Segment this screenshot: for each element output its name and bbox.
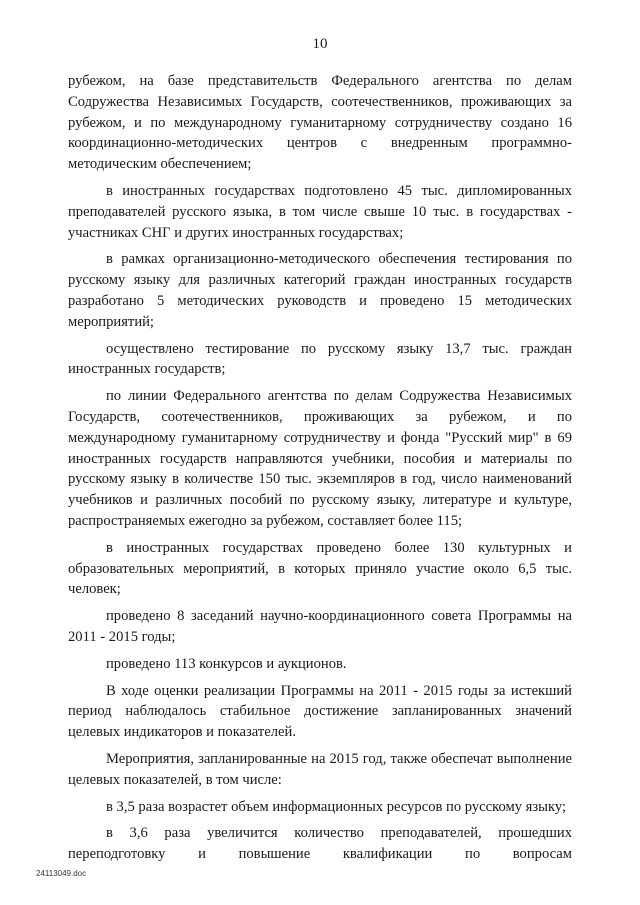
page-number: 10: [312, 36, 328, 52]
paragraph: Мероприятия, запланированные на 2015 год, также обеспечат выполнение целевых показателей, в том числе:: [68, 750, 572, 788]
paragraph: в иностранных государствах подготовлено 45 тыс. дипломированных преподавателей русского языка, в том числе свыше 10 тыс. в государствах - участниках СНГ и других иностранных государствах;: [68, 182, 572, 241]
paragraph: в иностранных государствах проведено более 130 культурных и образовательных мероприятий, в которых приняло участие около 6,5 тыс. человек;: [68, 539, 572, 598]
document-body: [68, 71, 572, 871]
paragraph: в 3,6 раза увеличится количество преподавателей, прошедших переподготовку и повышение квалификации по вопросам: [68, 825, 572, 863]
paragraph: проведено 8 заседаний научно-координационного совета Программы на 2011 - 2015 годы;: [68, 608, 572, 645]
paragraph: в 3,5 раза возрастет объем информационных ресурсов по русскому языку;: [106, 798, 567, 815]
paragraph: проведено 113 конкурсов и аукционов.: [106, 655, 347, 672]
document-file-code: 24113049.doc: [36, 869, 87, 878]
paragraph: В ходе оценки реализации Программы на 2011 - 2015 годы за истекший период наблюдалось стабильное достижение запланированных значений целевых индикаторов и показателей.: [68, 682, 572, 741]
paragraph: рубежом, на базе представительств Федерального агентства по делам Содружества Независимых Государств, соотечественников, проживающих за рубежом, и по международному гуманитарному сотрудничеству создано 16 координационно-методических центров с внедренным программно-методическим обеспечением;: [68, 73, 572, 173]
paragraph: осуществлено тестирование по русскому языку 13,7 тыс. граждан иностранных государств;: [68, 340, 572, 378]
paragraph: по линии Федерального агентства по делам Содружества Независимых Государств, соотечественников, проживающих за рубежом, и по международному гуманитарному сотрудничеству и фонда "Русский мир" в 69 иностранных государств направляются учебники, пособия и материалы по русскому языку в количестве 150 тыс. экземпляров в год, число наименований учебников и различных пособий по русскому языку, литературе и культуре, распространяемых ежегодно за рубежом, составляет более 115;: [68, 388, 572, 529]
paragraph: в рамках организационно-методического обеспечения тестирования по русскому языку для различных категорий граждан иностранных государств разработано 5 методических руководств и проведено 15 методических мероприятий;: [68, 251, 572, 330]
